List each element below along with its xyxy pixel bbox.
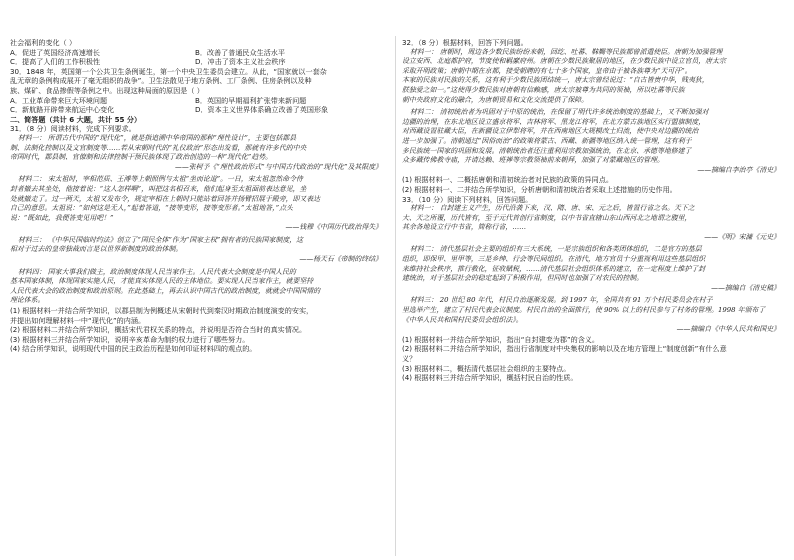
q33-question: (3) 根据材料二，概括清代基层社会组织的主要特点。 [402, 363, 571, 373]
s-material-2-source: ——摘编自《清史稿》 [711, 283, 780, 292]
q33-question: (4) 根据材料三并结合所学知识，概括村民自治的性质。 [402, 373, 578, 383]
r-material-1-line: 材料一： 唐朝时，周边各少数民族纷纷来朝，回纥、吐蕃、靺鞨等民族都曾派遣使臣。唐朝为加强管理 [410, 47, 723, 56]
q29-options-row-2 [10, 57, 388, 67]
s-material-3-line: 里选举产生，建立了村民代表会议制度。村民自治的全面推行，使 90% 以上的村民参与了村务的管理。1998 年颁布了 [402, 306, 766, 315]
material-2-line: 说：“既如此，我便答变见用吧！” [10, 213, 114, 222]
material-3-line: 相对于过去的皇帝独裁而言是以世界新制度的政治体制。 [10, 245, 183, 254]
q30-line: 乱无章的条例构成展开了毫无组织的战争”。卫生法散见于地方条例、工厂条例、住房条例以及种 [10, 76, 312, 86]
q29-option-b: B．改善了普通民众生活水平 [195, 47, 285, 57]
q32-heading: 32．（8 分）根据材料，回答下列问题。 [402, 38, 528, 47]
q29-option-a: A．促进了英国经济高速增长 [10, 47, 100, 57]
q33-question: 义？ [402, 354, 417, 363]
q30-options-row-1 [10, 96, 388, 106]
r-material-2-source: ——摘编自李治亭《清史》 [697, 165, 780, 174]
material-1-line: 制、法制化控制以及文官制度等……若从宋朝时代的“礼仪政治”形态出发看，那就有许多代的中央 [10, 143, 307, 152]
q30-option-a: A．工业革命带来巨大环境问题 [10, 95, 108, 105]
material-3-line: 材料三： 《中华民国临时约法》创立了“国民全体”作为“国家主权”拥有者的民族国家制度，这 [18, 235, 304, 244]
r-material-2-line: 进一步加强了。清朝通过“因俗而治”的政策将蒙古、西藏、新疆等地区纳入统一管理，这有利于 [402, 136, 692, 145]
s-material-1-line: 材料一： 自封建主义产生，历代沿袭下来，汉、隋、唐、宋、元之后，皆置行省之名。天下之 [410, 204, 695, 213]
material-2-line: 材料二： 宋太祖时，宰相范质、王溥等上朝照例与太祖“坐而论道”。一日，宋太祖忽然命令侍 [18, 175, 303, 184]
section-title: 二、简答题（共计 6 大题，共计 55 分） [10, 114, 142, 124]
s-material-3-line: 材料三： 20 世纪 80 年代，村民自治逐渐发展。到 1997 年，全国共有 91 万个村民委员会在村子 [410, 296, 713, 305]
q30-line: 族、煤矿、食品掺假等条例之中。出现这种局面的原因是（ ） [10, 85, 204, 95]
s-material-2-line: 组织，即保甲、里甲等，三是乡绅、行会等民间组织。在清代，地方官员十分重视利用这些基层组织 [402, 255, 706, 264]
q31-question: 并提出如何理解材料一中“现代化”的内涵。 [10, 315, 146, 325]
r-material-1-line: 本家的民族对民族的关系，这有利于少数民族团结统一，唐太宗曾经说过：“自古皆贵中华，贱夷狄， [402, 76, 709, 85]
s-material-1-line: 大、天之所覆，历代皆有，至于元代首创行省制度，以中书省直辖山东山西河北之地谓之腹里， [402, 213, 692, 222]
material-2-source: ——钱穆《中国历代政治得失》 [285, 223, 382, 232]
material-1-line: 材料一： 所谓古代中国的“现代化”，就是指追溯中华帝国的那种“理性设计”，主要包括郡县 [18, 133, 297, 142]
material-4-line: 材料四： 国家大事我们做主，政治制度体现人民当家作主。人民代表大会制度是中国人民的 [18, 267, 296, 276]
material-4-line: 理论体系。 [10, 296, 45, 305]
q30-line: 30．1848 年，英国第一个公共卫生条例诞生，第一个中央卫生委员会建立。从此，“国家就以一套杂 [10, 66, 327, 76]
q30-options-row-2 [10, 105, 388, 115]
q29-options-row-1 [10, 48, 388, 58]
q31-heading: 31．（8 分）阅读材料，完成下列要求。 [10, 124, 136, 134]
q32-question: (2) 根据材料一、二并结合所学知识，分析唐朝和清初统治者采取上述措施的历史作用。 [402, 184, 677, 194]
s-material-2-line: 材料二： 清代基层社会主要的组织有三大系统，一是宗族组织和各类团体组织，二是官方的基层 [410, 245, 702, 254]
material-2-line: 自己的意思。太祖说：“如何这是无人，”起着答道，“接等变形，接等变形者。”太祖地答，”点头 [10, 204, 293, 213]
r-material-1-line: 朕独爱之如一。”这使得少数民族对唐朝有信赖感，唐太宗被尊为共同的领袖，所以吐蕃等民族 [402, 85, 685, 94]
right-column [402, 38, 786, 383]
r-material-2-line: 多民族统一国家的巩固和发展。清朝统治者还注重利用宗教加强统治，在北京、承德等地修建了 [402, 146, 692, 155]
material-2-line: 处就撤走了。过一两天，太祖又发布令，规定宰相在上朝时只能站着回答并扬臂招展于殿旁，即又表达 [10, 194, 321, 203]
material-4-line: 人民代表大会的政治制度和政治原则。在此基础上，再去认识中国古代的政治制度，就就会中国国情的 [10, 286, 321, 295]
s-material-1-source: ——《明》宋濂《元史》 [704, 232, 780, 241]
r-material-2-line: 材料二： 清初统治者为巩固对于中原的统治，在保留了明代许多统治制度的基础上，又不断加强对 [410, 108, 709, 117]
q32-question: (1) 根据材料一、二概括唐朝和清初统治者对民族的政策的异同点。 [402, 175, 613, 185]
material-1-line: 帝国时代，郡县制、官僚制和法律控制干预民族体现了政治创造的一种“现代化”趋势。 [10, 153, 272, 162]
q31-question: (1) 根据材料一并结合所学知识，以郡县制为例概述从宋朝时代到秦汉时期政治制度演变的安实， [10, 306, 314, 316]
q29-option-d: D．冲击了资本主义社会秩序 [195, 57, 286, 67]
q33-heading: 33．（10 分）阅读下列材料，回答问题。 [402, 194, 533, 204]
material-4-line: 基本国家体制，体现国家实施人民，才能真实体现人民的主体地位。要实现人民当家作主，就要坚持 [10, 277, 314, 286]
q31-question: (4) 结合所学知识，说明现代中国的民主政治历程是如何印证材料四的观点的。 [10, 344, 257, 354]
material-2-line: 封者撤去其坐处，他接着说：“这人怎样啊”，叫把这名相召来，他们起身至太祖面前表达意见，坐 [10, 184, 307, 193]
s-material-2-line: 来维持社会秩序，推行教化，征收赋税，……清代基层社会组织体系的建立，在一定程度上维护了封 [402, 264, 706, 273]
r-material-2-line: 对西藏设置驻藏大臣，在新疆设立伊犁将军，并在西南地区大规模改土归流，使中央对边疆的统治 [402, 127, 699, 136]
q29-tail: 社会福利的变化（ ） [10, 38, 77, 47]
left-column [10, 38, 388, 354]
s-material-1-line: 其余各地设立行中书省，简称行省，…… [402, 223, 527, 232]
q31-question: (2) 根据材料二并结合所学知识，概括宋代君权关系的特点，并说明是否符合当时的真实情况。 [10, 325, 307, 335]
q30-option-b: B．英国的早期福利扩张带来新问题 [195, 95, 307, 105]
r-material-2-line: 众多藏传佛教寺庙，并请达赖、班禅等宗教领袖前来朝拜，加强了对蒙藏地区的管理。 [402, 156, 664, 165]
s-material-3-line: 《中华人民共和国村民委员会组织法》。 [402, 315, 523, 324]
q31-question: (3) 根据材料三并结合所学知识，说明辛亥革命为制约权力进行了哪些努力。 [10, 334, 250, 344]
r-material-1-line: 朝中央政府文化的融合，为唐朝贸易和文化交流提供了保障。 [402, 95, 589, 104]
s-material-3-source: ——摘编自《中华人民共和国史》 [676, 325, 780, 334]
r-material-1-line: 采取开明政策；唐朝中期在京都，接受朝聘的有七十多个国家，皇帝由于被各族尊为“天可汗”。 [402, 66, 692, 75]
q33-question: (2) 根据材料二并结合所学知识，指出行省制度对中央集权的影响以及在地方管理上“制度创新”有什么意 [402, 344, 727, 354]
r-material-2-line: 边疆的治理，在东北地区设立盛京将军、吉林将军、黑龙江将军，在北方蒙古族地区实行盟旗制度， [402, 117, 706, 126]
material-3-source: ——杨天石《帝制的终结》 [299, 255, 382, 264]
material-1-source: ——张柯予《“理性政治形式”与中国古代政治的“现代化”及其限度》 [174, 162, 382, 171]
column-divider [395, 36, 396, 556]
r-material-1-line: 设立安西、北庭都护府，节度使和羁縻府州。唐朝在少数民族聚居的地区，在少数民族中设立官员，唐太宗 [402, 57, 726, 66]
q30-option-c: C．新航路开辟带来航运中心变化 [10, 105, 115, 115]
q30-option-d: D．资本主义世界体系确立改善了英国形象 [195, 105, 329, 115]
q29-option-c: C．提高了人们的工作积极性 [10, 57, 101, 67]
q33-question: (1) 根据材料一并结合所学知识，指出“自封建变为郡”的含义。 [402, 334, 599, 344]
s-material-2-line: 建统治，对于基层社会的稳定起到了积极作用，但同时也加强了对农民的控制。 [402, 274, 644, 283]
